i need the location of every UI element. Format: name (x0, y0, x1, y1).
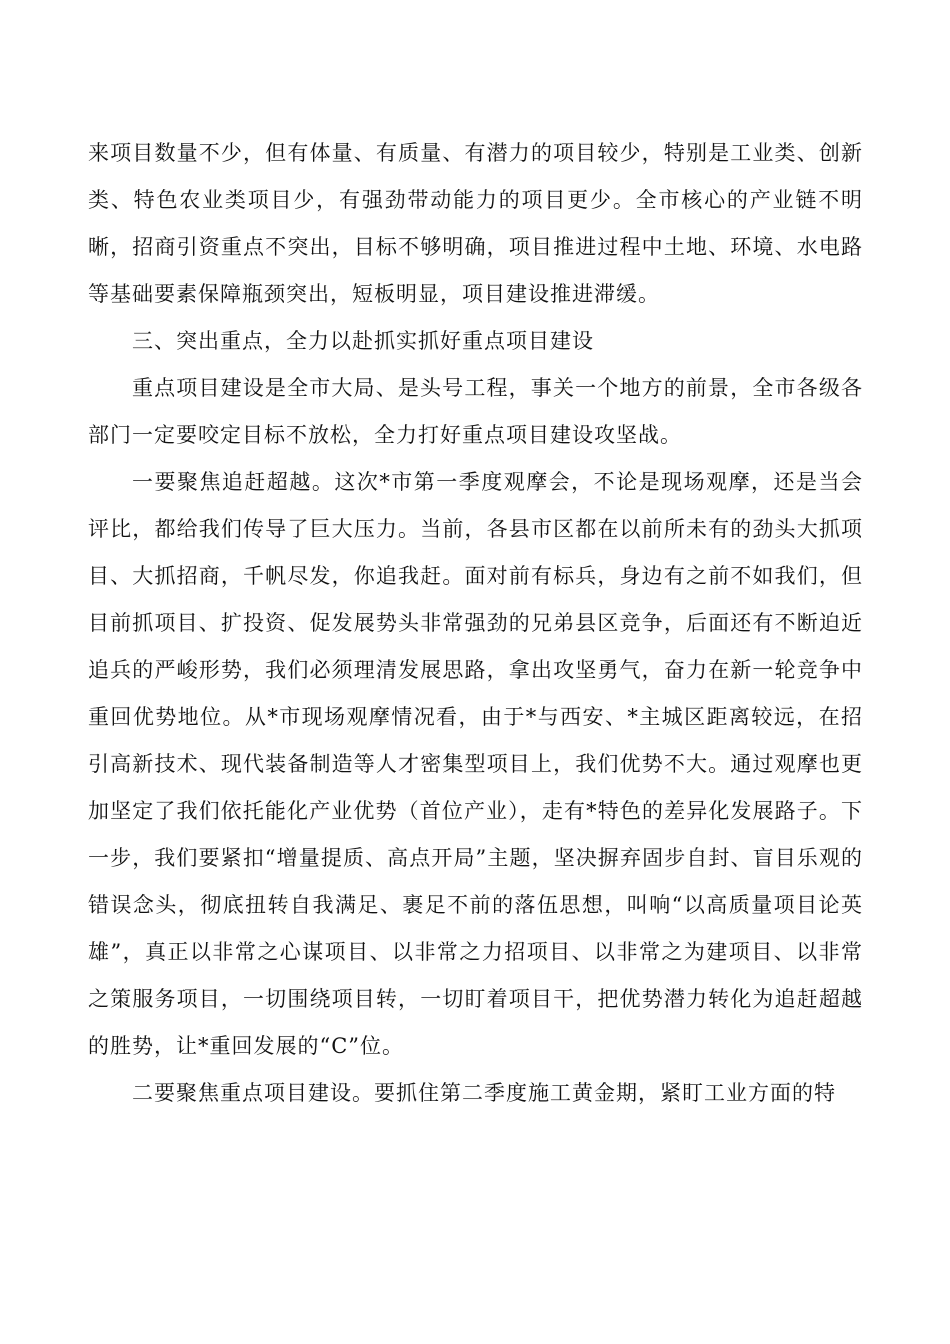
paragraph-point-two: 二要聚焦重点项目建设。要抓住第二季度施工黄金期，紧盯工业方面的特 (132, 1081, 836, 1105)
document-body (88, 130, 863, 1117)
paragraph-point-one: 一要聚焦追赶超越。这次*市第一季度观摩会，不论是现场观摩，还是当会评比，都给我们传导了巨大压力。当前，各县市区都在以前所未有的劲头大抓项目、大抓招商，千帆尽发，你追我赶。面对前有标兵，身边有之前不如我们，但目前抓项目、扩投资、促发展势头非常强劲的兄弟县区竞争，后面还有不断迫近追兵的严峻形势，我们必须理清发展思路，拿出攻坚勇气，奋力在新一轮竞争中重回优势地位。从*市现场观摩情况看，由于*与西安、*主城区距离较远，在招引高新技术、现代装备制造等人才密集型项目上，我们优势不大。通过观摩也更加坚定了我们依托能化产业优势（首位产业），走有*特色的差异化发展路子。下一步，我们要紧扣“增量提质、高点开局”主题，坚决摒弃固步自封、盲目乐观的错误念头，彻底扭转自我满足、裹足不前的落伍思想，叫响“以高质量项目论英雄”，真正以非常之心谋项目、以非常之力招项目、以非常之为建项目、以非常之策服务项目，一切围绕项目转，一切盯着项目干，把优势潜力转化为追赶超越的胜势，让*重回发展的“C”位。 (88, 470, 863, 1058)
paragraph-continuation: 来项目数量不少，但有体量、有质量、有潜力的项目较少，特别是工业类、创新类、特色农业类项目少，有强劲带动能力的项目更少。全市核心的产业链不明晰，招商引资重点不突出，目标不够明确，项目推进过程中土地、环境、水电路等基础要素保障瓶颈突出，短板明显，项目建设推进滞缓。 (88, 141, 863, 306)
paragraph-intro: 重点项目建设是全市大局、是头号工程，事关一个地方的前景，全市各级各部门一定要咬定目标不放松，全力打好重点项目建设攻坚战。 (88, 376, 863, 447)
section-heading: 三、突出重点，全力以赴抓实抓好重点项目建设 (132, 329, 594, 353)
